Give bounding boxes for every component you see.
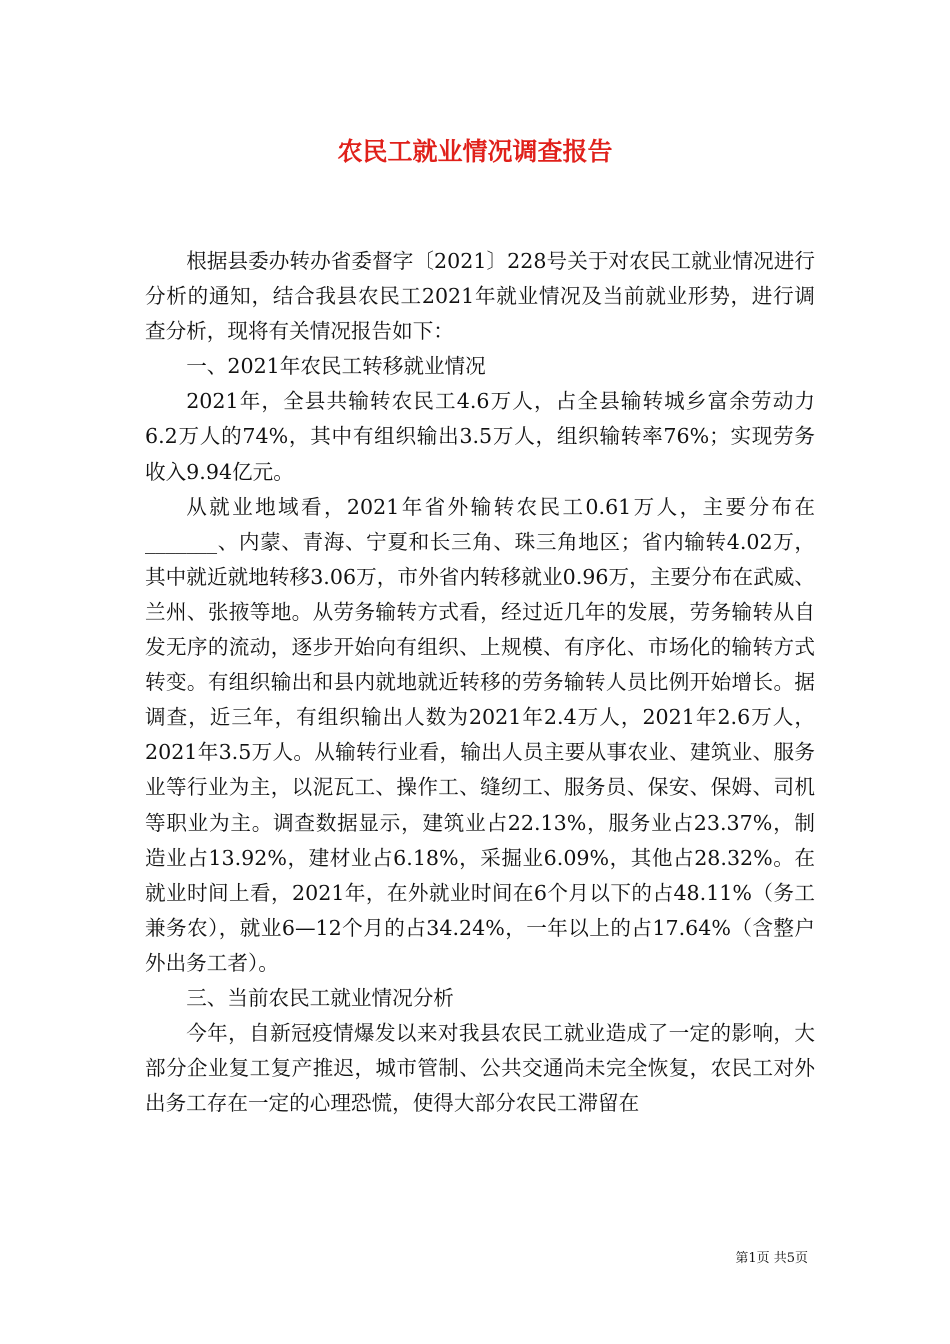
document-title: 农民工就业情况调查报告 bbox=[337, 137, 613, 166]
paragraph-regional: 从就业地域看，2021年省外输转农民工0.61万人，主要分布在_______、内蒙、青海、宁夏和长三角、珠三角地区；省内输转4.02万，其中就近就地转移3.06万，市外省内转移就业0.96万，主要分布在武威、兰州、张掖等地。从劳务输转方式看，经过近几年的发展，劳务输转从自发无序的流动，逐步开始向有组织、上规模、有序化、市场化的输转方式转变。有组织输出和县内就地就近转移的劳务输转人员比例开始增长。据调查，近三年，有组织输出人数为2021年2.4万人，2021年2.6万人，2021年3.5万人。从输转行业看，输出人员主要从事农业、建筑业、服务业等行业为主，以泥瓦工、操作工、缝纫工、服务员、保安、保姆、司机等职业为主。调查数据显示，建筑业占22.13%，服务业占23.37%，制造业占13.92%，建材业占6.18%，采掘业6.09%，其他占28.32%。在就业时间上看，2021年，在外就业时间在6个月以下的占48.11%（务工兼务农），就业6—12个月的占34.24%，一年以上的占17.64%（含整户外出务工者）。 bbox=[145, 494, 815, 975]
section-heading-3: 三、当前农民工就业情况分析 bbox=[186, 985, 454, 1010]
section-heading-1: 一、2021年农民工转移就业情况 bbox=[186, 354, 486, 379]
page-number: 第1页 共5页 bbox=[735, 1251, 808, 1266]
paragraph-summary: 2021年，全县共输转农民工4.6万人，占全县输转城乡富余劳动力6.2万人的74%，其中有组织输出3.5万人，组织输转率76%；实现劳务收入9.94亿元。 bbox=[145, 389, 815, 484]
paragraph-analysis: 今年，自新冠疫情爆发以来对我县农民工就业造成了一定的影响，大部分企业复工复产推迟，城市管制、公共交通尚未完全恢复，农民工对外出务工存在一定的心理恐慌，使得大部分农民工滞留在 bbox=[145, 1021, 815, 1116]
document-body bbox=[145, 244, 815, 1121]
paragraph-intro: 根据县委办转办省委督字〔2021〕228号关于对农民工就业情况进行分析的通知，结合我县农民工2021年就业情况及当前就业形势，进行调查分析，现将有关情况报告如下： bbox=[145, 249, 815, 344]
